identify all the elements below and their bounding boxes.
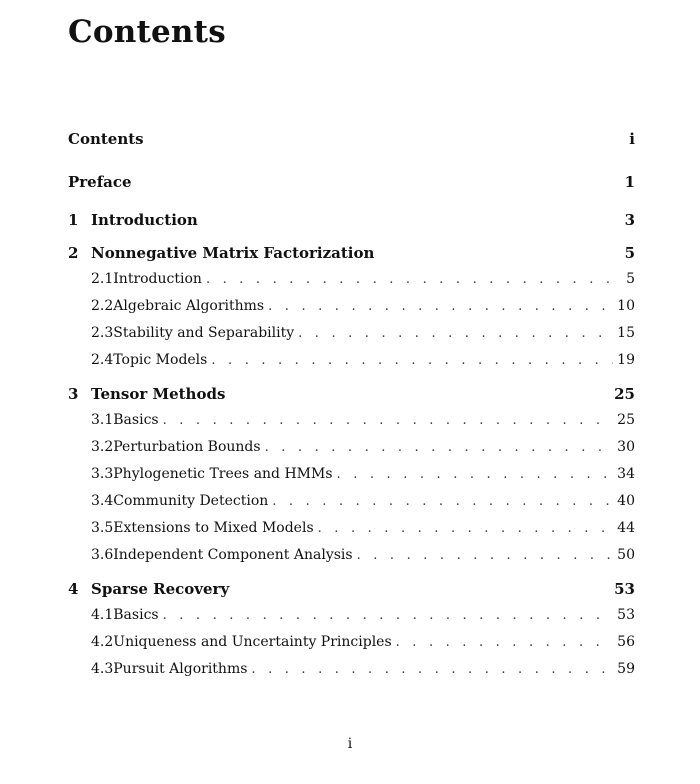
section-number: 4.1 <box>91 607 114 623</box>
section-title: Independent Component Analysis <box>113 547 353 563</box>
toc-section-3-1[interactable] <box>68 412 635 439</box>
toc-section-2-2[interactable] <box>68 298 635 325</box>
toc-section-3-4[interactable] <box>68 493 635 520</box>
section-number: 3.4 <box>91 493 114 509</box>
section-number: 3.5 <box>91 520 114 536</box>
section-title: Perturbation Bounds <box>113 439 261 455</box>
table-of-contents <box>68 125 635 688</box>
toc-section-3-2[interactable] <box>68 439 635 466</box>
section-title: Uniqueness and Uncertainty Principles <box>113 634 392 650</box>
toc-chapter-4[interactable] <box>68 580 635 607</box>
chapter-title: Sparse Recovery <box>91 580 230 598</box>
toc-section-2-3[interactable] <box>68 325 635 352</box>
chapter-title: Tensor Methods <box>91 385 226 403</box>
toc-entry-contents[interactable] <box>68 125 635 168</box>
toc-chapter-3[interactable] <box>68 385 635 412</box>
dot-leader <box>211 353 613 368</box>
dot-leader <box>163 413 613 428</box>
toc-section-4-1[interactable] <box>68 607 635 634</box>
section-number: 3.2 <box>91 439 114 455</box>
dot-leader <box>357 548 613 563</box>
section-number: 4.2 <box>91 634 114 650</box>
section-page-number: 30 <box>617 439 635 455</box>
dot-leader <box>206 272 613 287</box>
toc-entry-label: Contents <box>68 130 144 148</box>
dot-leader <box>337 467 613 482</box>
section-number: 2.4 <box>91 352 114 368</box>
section-title: Introduction <box>113 271 202 287</box>
toc-section-4-3[interactable] <box>68 661 635 688</box>
toc-entry-label: Preface <box>68 173 132 191</box>
toc-section-3-3[interactable] <box>68 466 635 493</box>
chapter-number: 2 <box>68 244 79 262</box>
section-title: Algebraic Algorithms <box>113 298 265 314</box>
section-number: 2.2 <box>91 298 114 314</box>
section-number: 2.1 <box>91 271 114 287</box>
dot-leader <box>265 440 613 455</box>
toc-section-3-6[interactable] <box>68 547 635 574</box>
dot-leader <box>318 521 613 536</box>
section-number: 2.3 <box>91 325 114 341</box>
toc-section-2-4[interactable] <box>68 352 635 379</box>
section-title: Extensions to Mixed Models <box>113 520 314 536</box>
section-page-number: 19 <box>617 352 635 368</box>
dot-leader <box>268 299 613 314</box>
section-title: Pursuit Algorithms <box>113 661 248 677</box>
section-page-number: 25 <box>617 412 635 428</box>
chapter-page-number: 53 <box>614 580 635 598</box>
footer-page-number: i <box>347 736 353 752</box>
toc-section-3-5[interactable] <box>68 520 635 547</box>
section-page-number: 40 <box>617 493 635 509</box>
toc-section-4-2[interactable] <box>68 634 635 661</box>
section-title: Stability and Separability <box>113 325 295 341</box>
chapter-title: Introduction <box>91 211 198 229</box>
section-page-number: 5 <box>626 271 635 287</box>
chapter-page-number: 25 <box>614 385 635 403</box>
section-title: Basics <box>113 607 159 623</box>
section-number: 3.3 <box>91 466 114 482</box>
section-page-number: 53 <box>617 607 635 623</box>
chapter-number: 4 <box>68 580 79 598</box>
dot-leader <box>396 635 613 650</box>
chapter-title: Nonnegative Matrix Factorization <box>91 244 375 262</box>
section-number: 3.6 <box>91 547 114 563</box>
section-page-number: 10 <box>617 298 635 314</box>
section-page-number: 44 <box>617 520 635 536</box>
section-number: 3.1 <box>91 412 114 428</box>
dot-leader <box>298 326 613 341</box>
chapter-number: 1 <box>68 211 79 229</box>
section-title: Basics <box>113 412 159 428</box>
toc-page-number: 1 <box>624 173 635 191</box>
section-title: Topic Models <box>113 352 208 368</box>
section-number: 4.3 <box>91 661 114 677</box>
chapter-page-number: 3 <box>624 211 635 229</box>
section-page-number: 59 <box>617 661 635 677</box>
toc-chapter-1[interactable] <box>68 211 635 238</box>
section-page-number: 50 <box>617 547 635 563</box>
dot-leader <box>163 608 613 623</box>
chapter-number: 3 <box>68 385 79 403</box>
dot-leader <box>272 494 613 509</box>
toc-section-2-1[interactable] <box>68 271 635 298</box>
section-title: Phylogenetic Trees and HMMs <box>113 466 333 482</box>
section-title: Community Detection <box>113 493 269 509</box>
section-page-number: 56 <box>617 634 635 650</box>
section-page-number: 34 <box>617 466 635 482</box>
toc-chapter-2[interactable] <box>68 244 635 271</box>
toc-entry-preface[interactable] <box>68 168 635 211</box>
section-page-number: 15 <box>617 325 635 341</box>
chapter-page-number: 5 <box>624 244 635 262</box>
page-title: Contents <box>68 14 226 50</box>
toc-page-number: i <box>629 130 635 148</box>
dot-leader <box>251 662 613 677</box>
